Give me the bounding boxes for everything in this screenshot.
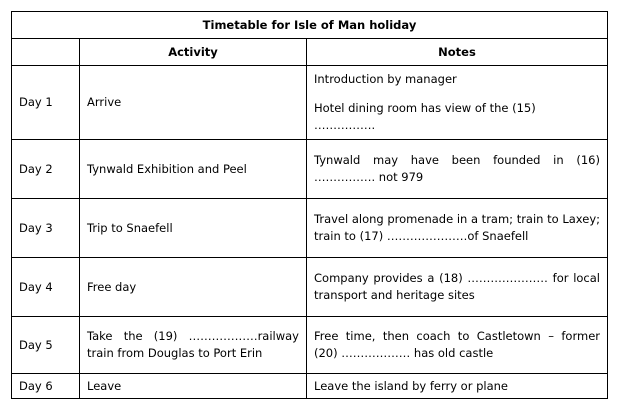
activity-cell: Arrive xyxy=(80,66,307,140)
day-cell: Day 3 xyxy=(12,199,80,258)
notes-cell: Company provides a (18) ………………… for local transport and heritage sites xyxy=(307,258,608,317)
day-cell: Day 1 xyxy=(12,66,80,140)
activity-cell: Take the (19) ………………railway train from Douglas to Port Erin xyxy=(80,317,307,374)
notes-cell: Travel along promenade in a tram; train to Laxey; train to (17) …………………of Snaefell xyxy=(307,199,608,258)
notes-cell xyxy=(307,66,608,140)
header-notes: Notes xyxy=(307,39,608,66)
day-cell: Day 4 xyxy=(12,258,80,317)
header-activity: Activity xyxy=(80,39,307,66)
table-row xyxy=(12,317,608,374)
table-title: Timetable for Isle of Man holiday xyxy=(12,12,608,39)
table-row xyxy=(12,66,608,140)
activity-cell: Trip to Snaefell xyxy=(80,199,307,258)
activity-cell: Free day xyxy=(80,258,307,317)
day-cell: Day 2 xyxy=(12,140,80,199)
header-day xyxy=(12,39,80,66)
table-row xyxy=(12,374,608,399)
table-row xyxy=(12,140,608,199)
day-cell: Day 6 xyxy=(12,374,80,399)
day-cell: Day 5 xyxy=(12,317,80,374)
notes-cell: Tynwald may have been founded in (16) ……………. not 979 xyxy=(307,140,608,199)
notes-cell: Leave the island by ferry or plane xyxy=(307,374,608,399)
timetable xyxy=(11,11,608,399)
table-row xyxy=(12,199,608,258)
table-row xyxy=(12,258,608,317)
activity-cell: Tynwald Exhibition and Peel xyxy=(80,140,307,199)
notes-cell: Free time, then coach to Castletown – former (20) ……………… has old castle xyxy=(307,317,608,374)
notes-line: Introduction by manager xyxy=(314,72,457,86)
notes-line: Hotel dining room has view of the (15) ……………. xyxy=(314,101,536,132)
activity-cell: Leave xyxy=(80,374,307,399)
